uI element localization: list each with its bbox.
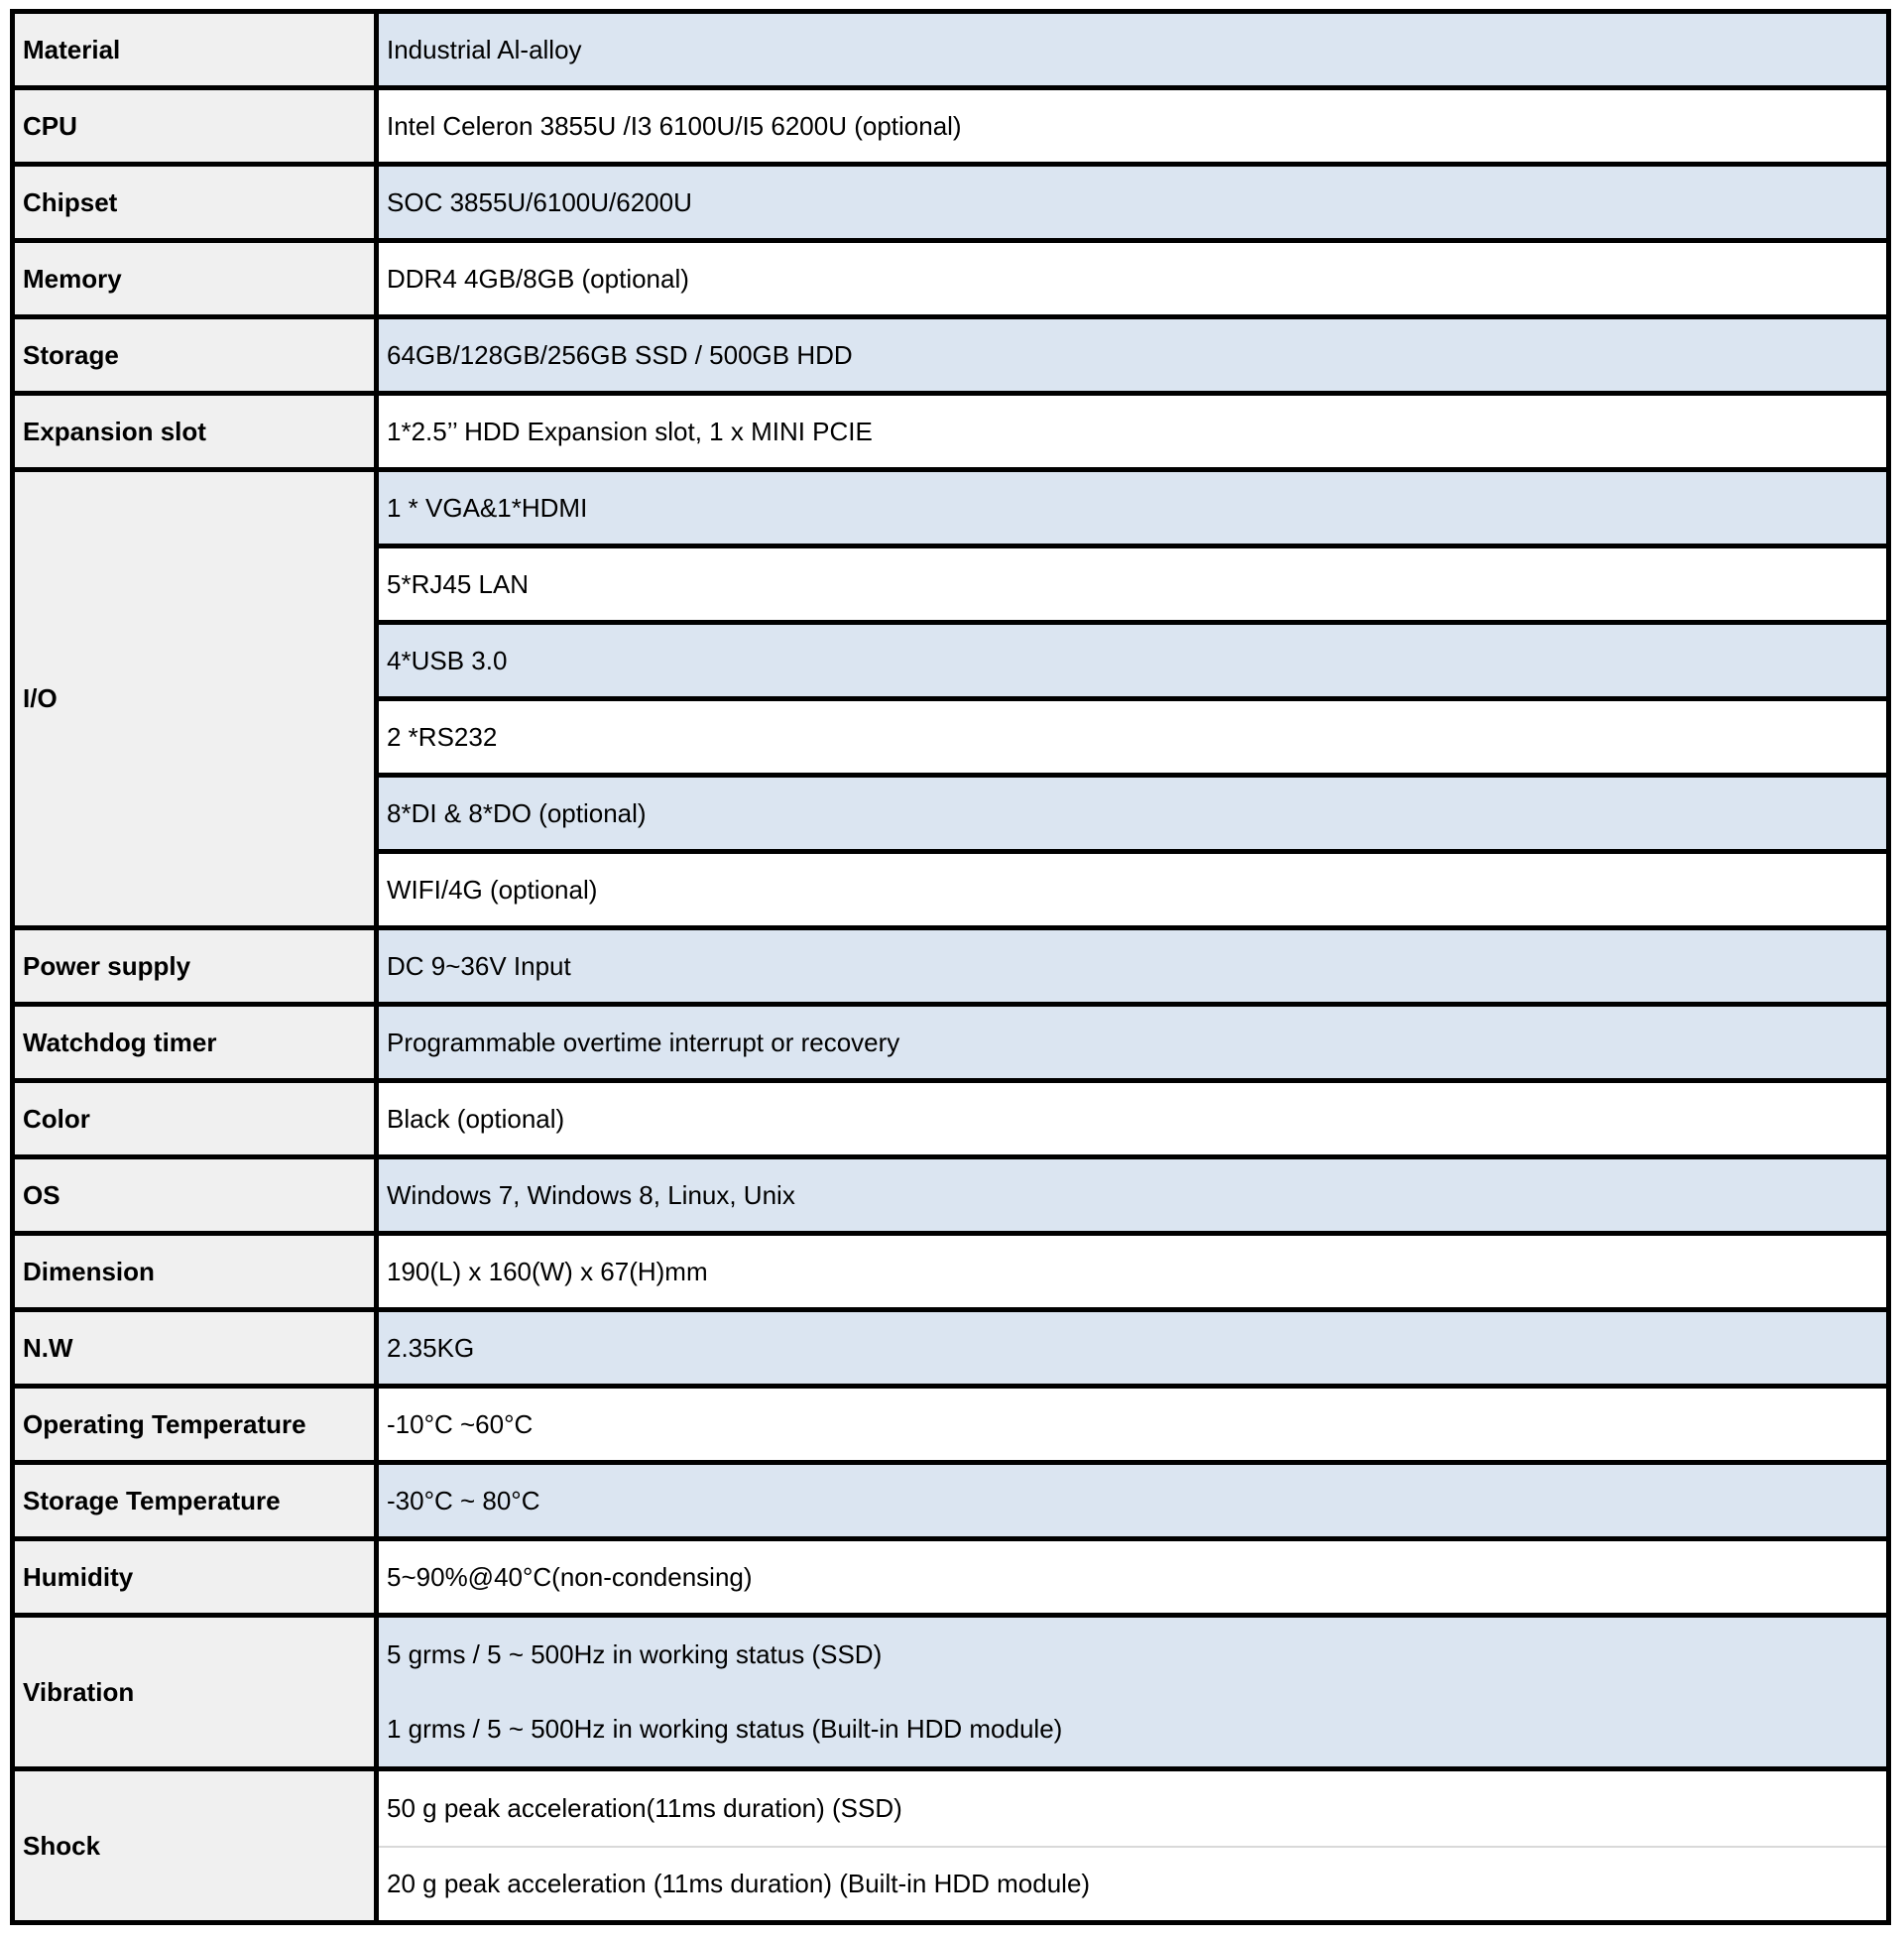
spec-table <box>10 9 1891 1925</box>
row-label-storage-temperature: Storage Temperature <box>13 1463 377 1539</box>
row-value-vibration <box>377 1616 1889 1769</box>
row-label-chipset: Chipset <box>13 165 377 241</box>
row-value-expansion-slot: 1*2.5’’ HDD Expansion slot, 1 x MINI PCIE <box>377 394 1889 470</box>
row-label-os: OS <box>13 1157 377 1234</box>
table-row-cpu <box>13 88 1889 165</box>
row-value-io-lan: 5*RJ45 LAN <box>377 546 1889 623</box>
row-label-vibration: Vibration <box>13 1616 377 1769</box>
row-label-watchdog-timer: Watchdog timer <box>13 1005 377 1081</box>
row-value-os: Windows 7, Windows 8, Linux, Unix <box>377 1157 1889 1234</box>
row-label-io: I/O <box>13 470 377 928</box>
row-label-storage: Storage <box>13 317 377 394</box>
table-row-io-vga-hdmi <box>13 470 1889 546</box>
table-row-memory <box>13 241 1889 317</box>
shock-line-hdd: 20 g peak acceleration (11ms duration) (Built-in HDD module) <box>379 1846 1886 1920</box>
shock-line-ssd: 50 g peak acceleration(11ms duration) (SSD) <box>387 1793 902 1824</box>
row-value-dimension: 190(L) x 160(W) x 67(H)mm <box>377 1234 1889 1310</box>
row-value-watchdog-timer: Programmable overtime interrupt or recovery <box>377 1005 1889 1081</box>
row-value-power-supply: DC 9~36V Input <box>377 928 1889 1005</box>
row-label-expansion-slot: Expansion slot <box>13 394 377 470</box>
row-value-operating-temperature: -10°C ~60°C <box>377 1387 1889 1463</box>
row-value-io-wifi-4g: WIFI/4G (optional) <box>377 852 1889 928</box>
row-label-memory: Memory <box>13 241 377 317</box>
row-value-io-vga-hdmi: 1 * VGA&1*HDMI <box>377 470 1889 546</box>
table-row-dimension <box>13 1234 1889 1310</box>
vibration-line-hdd: 1 grms / 5 ~ 500Hz in working status (Built-in HDD module) <box>387 1714 1063 1745</box>
table-row-chipset <box>13 165 1889 241</box>
row-value-io-rs232: 2 *RS232 <box>377 699 1889 776</box>
table-row-expansion-slot <box>13 394 1889 470</box>
row-value-shock <box>377 1769 1889 1923</box>
row-value-storage-temperature: -30°C ~ 80°C <box>377 1463 1889 1539</box>
table-row-color <box>13 1081 1889 1157</box>
table-row-operating-temperature <box>13 1387 1889 1463</box>
row-value-humidity: 5~90%@40°C(non-condensing) <box>377 1539 1889 1616</box>
table-row-os <box>13 1157 1889 1234</box>
table-row-storage-temperature <box>13 1463 1889 1539</box>
row-label-power-supply: Power supply <box>13 928 377 1005</box>
table-row-net-weight <box>13 1310 1889 1387</box>
row-value-memory: DDR4 4GB/8GB (optional) <box>377 241 1889 317</box>
row-label-material: Material <box>13 12 377 88</box>
row-value-io-di-do: 8*DI & 8*DO (optional) <box>377 776 1889 852</box>
row-value-chipset: SOC 3855U/6100U/6200U <box>377 165 1889 241</box>
row-value-net-weight: 2.35KG <box>377 1310 1889 1387</box>
table-row-watchdog-timer <box>13 1005 1889 1081</box>
row-value-color: Black (optional) <box>377 1081 1889 1157</box>
table-row-material <box>13 12 1889 88</box>
row-value-material: Industrial Al-alloy <box>377 12 1889 88</box>
table-row-storage <box>13 317 1889 394</box>
row-label-shock: Shock <box>13 1769 377 1923</box>
table-row-power-supply <box>13 928 1889 1005</box>
row-value-io-usb: 4*USB 3.0 <box>377 623 1889 699</box>
vibration-line-ssd: 5 grms / 5 ~ 500Hz in working status (SSD) <box>387 1639 883 1670</box>
row-label-cpu: CPU <box>13 88 377 165</box>
row-label-dimension: Dimension <box>13 1234 377 1310</box>
table-row-vibration <box>13 1616 1889 1769</box>
row-label-operating-temperature: Operating Temperature <box>13 1387 377 1463</box>
table-row-shock <box>13 1769 1889 1923</box>
row-label-color: Color <box>13 1081 377 1157</box>
row-value-cpu: Intel Celeron 3855U /I3 6100U/I5 6200U (optional) <box>377 88 1889 165</box>
table-row-humidity <box>13 1539 1889 1616</box>
row-label-net-weight: N.W <box>13 1310 377 1387</box>
row-label-humidity: Humidity <box>13 1539 377 1616</box>
row-value-storage: 64GB/128GB/256GB SSD / 500GB HDD <box>377 317 1889 394</box>
